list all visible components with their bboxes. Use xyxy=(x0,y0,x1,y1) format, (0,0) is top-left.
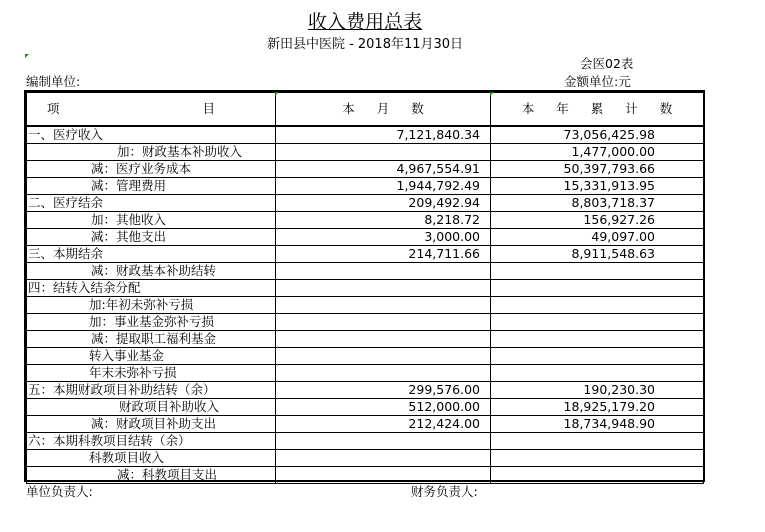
row-cumulative-value: 18,734,948.90 xyxy=(491,416,704,433)
table-row xyxy=(27,161,704,178)
row-month-value: 209,492.94 xyxy=(276,195,491,212)
row-label: 加:年初未弥补亏损 xyxy=(27,297,276,314)
row-month-value xyxy=(276,433,491,450)
row-month-value xyxy=(276,263,491,280)
row-cumulative-value: 18,925,179.20 xyxy=(491,399,704,416)
row-month-value xyxy=(276,297,491,314)
row-month-value: 3,000.00 xyxy=(276,229,491,246)
table-row xyxy=(27,348,704,365)
cell-comment-marker xyxy=(490,92,494,96)
row-month-value: 214,711.66 xyxy=(276,246,491,263)
table-row xyxy=(27,382,704,399)
row-cumulative-value xyxy=(491,467,704,484)
unit-head-label: 单位负责人: xyxy=(26,484,93,499)
row-cumulative-value xyxy=(491,331,704,348)
row-cumulative-value xyxy=(491,348,704,365)
cell-comment-marker xyxy=(25,54,29,58)
row-cumulative-value: 190,230.30 xyxy=(491,382,704,399)
row-label: 五：本期财政项目补助结转（余） xyxy=(27,382,276,399)
table-row xyxy=(27,126,704,144)
table-row xyxy=(27,399,704,416)
row-label: 加：其他收入 xyxy=(27,212,276,229)
row-cumulative-value: 49,097.00 xyxy=(491,229,704,246)
row-label: 财政项目补助收入 xyxy=(27,399,276,416)
header-cumulative: 本年累计数 xyxy=(491,93,704,127)
row-month-value xyxy=(276,348,491,365)
row-cumulative-value: 8,803,718.37 xyxy=(491,195,704,212)
row-cumulative-value xyxy=(491,314,704,331)
row-cumulative-value: 15,331,913.95 xyxy=(491,178,704,195)
report-table xyxy=(24,90,705,482)
row-label: 减：管理费用 xyxy=(27,178,276,195)
row-cumulative-value xyxy=(491,263,704,280)
table-row xyxy=(27,144,704,161)
row-month-value xyxy=(276,331,491,348)
report-title: 收入费用总表 xyxy=(307,11,422,33)
row-month-value: 512,000.00 xyxy=(276,399,491,416)
row-label: 二、医疗结余 xyxy=(27,195,276,212)
row-month-value xyxy=(276,280,491,297)
table-row xyxy=(27,467,704,484)
row-label: 减：科教项目支出 xyxy=(27,467,276,484)
table-row xyxy=(27,433,704,450)
table-row xyxy=(27,263,704,280)
unit-label: 编制单位: xyxy=(26,74,81,89)
row-label: 减：财政项目补助支出 xyxy=(27,416,276,433)
row-cumulative-value xyxy=(491,365,704,382)
row-cumulative-value xyxy=(491,450,704,467)
row-cumulative-value xyxy=(491,433,704,450)
row-label: 年末未弥补亏损 xyxy=(27,365,276,382)
table-row xyxy=(27,314,704,331)
row-cumulative-value: 8,911,548.63 xyxy=(491,246,704,263)
report-subtitle: 新田县中医院 - 2018年11月30日 xyxy=(266,37,464,52)
table-header-row xyxy=(27,93,704,127)
row-month-value xyxy=(276,450,491,467)
row-cumulative-value xyxy=(491,297,704,314)
row-label: 减：提取职工福利基金 xyxy=(27,331,276,348)
row-month-value: 4,967,554.91 xyxy=(276,161,491,178)
row-label: 四：结转入结余分配 xyxy=(27,280,276,297)
table-row xyxy=(27,280,704,297)
row-month-value xyxy=(276,467,491,484)
row-label: 减：财政基本补助结转 xyxy=(27,263,276,280)
table-row xyxy=(27,212,704,229)
table-row xyxy=(27,297,704,314)
table-row xyxy=(27,365,704,382)
table-row xyxy=(27,416,704,433)
header-item-left: 项 xyxy=(47,101,60,116)
row-cumulative-value: 50,397,793.66 xyxy=(491,161,704,178)
table-row xyxy=(27,178,704,195)
table-row xyxy=(27,195,704,212)
table-row xyxy=(27,246,704,263)
row-month-value xyxy=(276,314,491,331)
cell-comment-marker xyxy=(275,92,279,96)
row-cumulative-value: 156,927.26 xyxy=(491,212,704,229)
table-row xyxy=(27,229,704,246)
table-row xyxy=(27,450,704,467)
row-label: 加：财政基本补助收入 xyxy=(27,144,276,161)
row-month-value xyxy=(276,144,491,161)
finance-head-label: 财务负责人: xyxy=(411,484,478,499)
header-month: 本月数 xyxy=(276,93,491,127)
row-label: 加：事业基金弥补亏损 xyxy=(27,314,276,331)
amount-unit: 金额单位:元 xyxy=(564,74,631,89)
header-item xyxy=(27,93,276,127)
row-label: 六：本期科教项目结转（余） xyxy=(27,433,276,450)
header-item-right: 目 xyxy=(202,101,215,116)
row-label: 减：其他支出 xyxy=(27,229,276,246)
table-row xyxy=(27,331,704,348)
row-label: 转入事业基金 xyxy=(27,348,276,365)
row-label: 减：医疗业务成本 xyxy=(27,161,276,178)
row-cumulative-value: 1,477,000.00 xyxy=(491,144,704,161)
row-label: 一、医疗收入 xyxy=(27,126,276,144)
report-id: 会医02表 xyxy=(580,56,634,71)
row-month-value: 212,424.00 xyxy=(276,416,491,433)
row-month-value: 1,944,792.49 xyxy=(276,178,491,195)
row-month-value xyxy=(276,365,491,382)
row-cumulative-value: 73,056,425.98 xyxy=(491,126,704,144)
row-label: 科教项目收入 xyxy=(27,450,276,467)
row-month-value: 7,121,840.34 xyxy=(276,126,491,144)
row-month-value: 8,218.72 xyxy=(276,212,491,229)
row-label: 三、本期结余 xyxy=(27,246,276,263)
row-cumulative-value xyxy=(491,280,704,297)
row-month-value: 299,576.00 xyxy=(276,382,491,399)
